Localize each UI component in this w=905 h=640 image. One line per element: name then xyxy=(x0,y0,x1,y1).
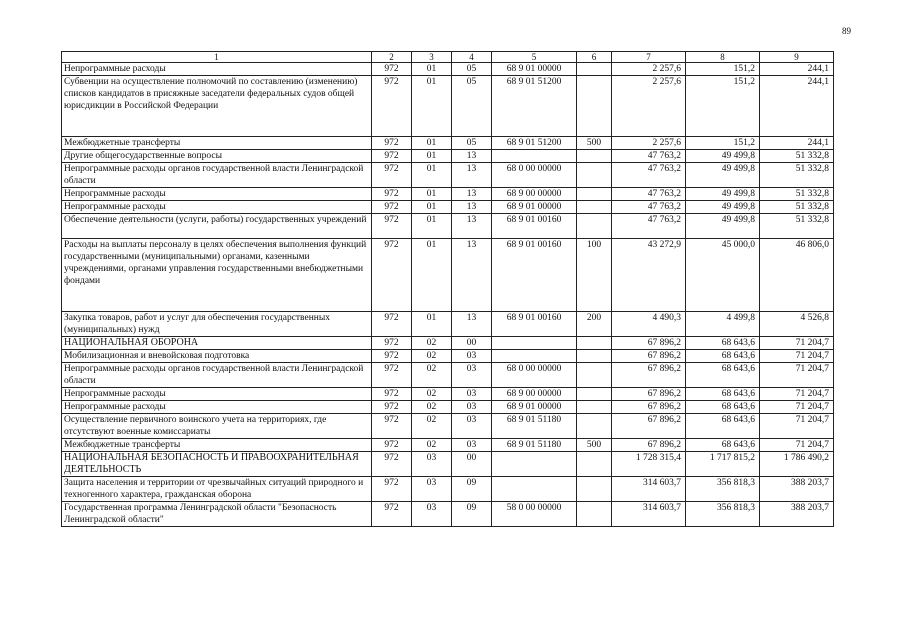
row-value-cell xyxy=(577,76,612,137)
row-name-cell: Мобилизационная и вневойсковая подготовка xyxy=(62,350,372,363)
row-value-cell: 972 xyxy=(372,137,412,150)
row-value-cell: 13 xyxy=(452,188,492,201)
row-value-cell: 01 xyxy=(412,201,452,214)
row-value-cell: 68 0 00 00000 xyxy=(492,363,577,388)
row-value-cell: 51 332,8 xyxy=(760,201,834,214)
row-value-cell: 05 xyxy=(452,76,492,137)
row-value-cell: 03 xyxy=(412,477,452,502)
row-value-cell: 49 499,8 xyxy=(686,188,760,201)
row-value-cell: 43 272,9 xyxy=(612,239,686,312)
row-value-cell: 67 896,2 xyxy=(612,388,686,401)
row-name-cell: Межбюджетные трансферты xyxy=(62,439,372,452)
header-cell: 2 xyxy=(372,52,412,63)
row-value-cell: 67 896,2 xyxy=(612,337,686,350)
row-value-cell: 314 603,7 xyxy=(612,477,686,502)
row-value-cell: 67 896,2 xyxy=(612,414,686,439)
row-value-cell: 01 xyxy=(412,188,452,201)
row-value-cell: 2 257,6 xyxy=(612,137,686,150)
row-value-cell: 03 xyxy=(452,363,492,388)
row-value-cell: 2 257,6 xyxy=(612,63,686,76)
header-cell: 6 xyxy=(577,52,612,63)
row-value-cell: 67 896,2 xyxy=(612,401,686,414)
row-value-cell: 02 xyxy=(412,363,452,388)
table-row xyxy=(62,363,834,388)
row-value-cell: 01 xyxy=(412,63,452,76)
row-value-cell xyxy=(577,337,612,350)
row-value-cell: 244,1 xyxy=(760,76,834,137)
row-value-cell: 13 xyxy=(452,239,492,312)
row-value-cell xyxy=(577,414,612,439)
header-cell: 5 xyxy=(492,52,577,63)
row-value-cell: 68 643,6 xyxy=(686,414,760,439)
row-value-cell: 68 9 01 00000 xyxy=(492,401,577,414)
row-value-cell: 68 9 01 00160 xyxy=(492,214,577,239)
row-value-cell: 01 xyxy=(412,76,452,137)
row-value-cell: 972 xyxy=(372,452,412,477)
row-value-cell: 972 xyxy=(372,401,412,414)
row-value-cell: 68 9 01 00000 xyxy=(492,63,577,76)
row-value-cell: 972 xyxy=(372,63,412,76)
row-value-cell xyxy=(577,502,612,527)
row-value-cell: 01 xyxy=(412,239,452,312)
row-value-cell: 2 257,6 xyxy=(612,76,686,137)
row-value-cell xyxy=(577,363,612,388)
row-value-cell: 49 499,8 xyxy=(686,214,760,239)
header-cell: 9 xyxy=(760,52,834,63)
row-value-cell: 01 xyxy=(412,312,452,337)
row-value-cell: 151,2 xyxy=(686,63,760,76)
row-value-cell: 972 xyxy=(372,502,412,527)
row-value-cell: 49 499,8 xyxy=(686,163,760,188)
row-value-cell: 67 896,2 xyxy=(612,350,686,363)
row-name-cell: НАЦИОНАЛЬНАЯ ОБОРОНА xyxy=(62,337,372,350)
row-value-cell xyxy=(577,388,612,401)
row-value-cell: 972 xyxy=(372,150,412,163)
table-row xyxy=(62,239,834,312)
table-row xyxy=(62,63,834,76)
row-value-cell: 500 xyxy=(577,137,612,150)
row-value-cell: 71 204,7 xyxy=(760,439,834,452)
table-row xyxy=(62,414,834,439)
row-value-cell: 71 204,7 xyxy=(760,401,834,414)
row-value-cell: 00 xyxy=(452,337,492,350)
row-value-cell: 68 643,6 xyxy=(686,401,760,414)
row-value-cell: 4 499,8 xyxy=(686,312,760,337)
header-row xyxy=(62,52,834,63)
row-value-cell: 51 332,8 xyxy=(760,214,834,239)
table-row xyxy=(62,214,834,239)
row-value-cell: 13 xyxy=(452,214,492,239)
row-value-cell: 68 9 01 51180 xyxy=(492,414,577,439)
row-value-cell xyxy=(577,350,612,363)
row-value-cell: 03 xyxy=(452,414,492,439)
row-value-cell: 03 xyxy=(412,452,452,477)
page-number: 89 xyxy=(842,26,851,36)
row-value-cell: 972 xyxy=(372,414,412,439)
row-value-cell xyxy=(492,150,577,163)
row-value-cell xyxy=(577,63,612,76)
row-value-cell: 972 xyxy=(372,350,412,363)
row-name-cell: Обеспечение деятельности (услуги, работы) государственных учреждений xyxy=(62,214,372,239)
row-value-cell: 200 xyxy=(577,312,612,337)
row-value-cell: 972 xyxy=(372,163,412,188)
table-row xyxy=(62,150,834,163)
table-row xyxy=(62,163,834,188)
row-value-cell: 972 xyxy=(372,239,412,312)
row-value-cell: 02 xyxy=(412,388,452,401)
row-value-cell: 71 204,7 xyxy=(760,388,834,401)
row-value-cell: 02 xyxy=(412,350,452,363)
row-value-cell: 01 xyxy=(412,150,452,163)
row-value-cell: 46 806,0 xyxy=(760,239,834,312)
row-value-cell xyxy=(492,350,577,363)
row-value-cell: 68 9 01 00160 xyxy=(492,312,577,337)
row-value-cell xyxy=(492,477,577,502)
row-name-cell: Непрограммные расходы органов государственной власти Ленинградской области xyxy=(62,163,372,188)
row-name-cell: Непрограммные расходы xyxy=(62,63,372,76)
table-row xyxy=(62,188,834,201)
table-row xyxy=(62,137,834,150)
row-value-cell: 67 896,2 xyxy=(612,363,686,388)
row-value-cell: 09 xyxy=(452,477,492,502)
row-value-cell: 972 xyxy=(372,214,412,239)
row-name-cell: Непрограммные расходы xyxy=(62,188,372,201)
budget-table xyxy=(61,51,834,527)
row-value-cell: 388 203,7 xyxy=(760,502,834,527)
row-value-cell: 972 xyxy=(372,477,412,502)
row-value-cell: 68 643,6 xyxy=(686,350,760,363)
row-value-cell: 71 204,7 xyxy=(760,363,834,388)
row-value-cell: 51 332,8 xyxy=(760,150,834,163)
table-row xyxy=(62,201,834,214)
row-value-cell: 972 xyxy=(372,337,412,350)
row-value-cell: 68 9 01 51180 xyxy=(492,439,577,452)
row-value-cell: 68 9 00 00000 xyxy=(492,188,577,201)
row-value-cell xyxy=(577,452,612,477)
table-row xyxy=(62,452,834,477)
row-value-cell: 356 818,3 xyxy=(686,502,760,527)
table-row xyxy=(62,477,834,502)
row-value-cell: 1 717 815,2 xyxy=(686,452,760,477)
row-value-cell: 03 xyxy=(452,388,492,401)
row-value-cell: 68 643,6 xyxy=(686,388,760,401)
row-value-cell: 151,2 xyxy=(686,137,760,150)
row-value-cell xyxy=(577,163,612,188)
row-value-cell: 01 xyxy=(412,214,452,239)
row-value-cell: 03 xyxy=(452,401,492,414)
row-value-cell: 71 204,7 xyxy=(760,337,834,350)
row-value-cell: 1 728 315,4 xyxy=(612,452,686,477)
row-value-cell: 68 643,6 xyxy=(686,363,760,388)
row-value-cell: 1 786 490,2 xyxy=(760,452,834,477)
row-value-cell: 47 763,2 xyxy=(612,201,686,214)
row-value-cell: 58 0 00 00000 xyxy=(492,502,577,527)
table-row xyxy=(62,502,834,527)
row-name-cell: Защита населения и территории от чрезвычайных ситуаций природного и техногенного характера, гражданская оборона xyxy=(62,477,372,502)
row-value-cell: 972 xyxy=(372,201,412,214)
row-value-cell: 244,1 xyxy=(760,137,834,150)
row-value-cell: 71 204,7 xyxy=(760,414,834,439)
row-value-cell: 01 xyxy=(412,137,452,150)
row-name-cell: Непрограммные расходы xyxy=(62,401,372,414)
row-value-cell: 03 xyxy=(452,350,492,363)
row-value-cell: 68 9 01 51200 xyxy=(492,76,577,137)
row-name-cell: Государственная программа Ленинградской области "Безопасность Ленинградской области" xyxy=(62,502,372,527)
row-value-cell xyxy=(577,401,612,414)
row-value-cell: 972 xyxy=(372,439,412,452)
row-name-cell: Закупка товаров, работ и услуг для обеспечения государственных (муниципальных) нужд xyxy=(62,312,372,337)
table-row xyxy=(62,350,834,363)
row-value-cell: 68 9 01 51200 xyxy=(492,137,577,150)
row-value-cell: 388 203,7 xyxy=(760,477,834,502)
row-value-cell xyxy=(577,188,612,201)
table-row xyxy=(62,337,834,350)
row-value-cell: 4 490,3 xyxy=(612,312,686,337)
table-row xyxy=(62,312,834,337)
header-cell: 1 xyxy=(62,52,372,63)
row-value-cell: 03 xyxy=(452,439,492,452)
row-value-cell: 13 xyxy=(452,163,492,188)
row-value-cell: 972 xyxy=(372,388,412,401)
table-row xyxy=(62,388,834,401)
row-value-cell: 02 xyxy=(412,414,452,439)
row-name-cell: Непрограммные расходы xyxy=(62,201,372,214)
row-value-cell: 51 332,8 xyxy=(760,163,834,188)
row-value-cell: 68 9 00 00000 xyxy=(492,388,577,401)
row-value-cell: 100 xyxy=(577,239,612,312)
table-row xyxy=(62,401,834,414)
row-value-cell xyxy=(492,337,577,350)
row-value-cell: 45 000,0 xyxy=(686,239,760,312)
row-value-cell: 05 xyxy=(452,137,492,150)
row-value-cell: 03 xyxy=(412,502,452,527)
row-name-cell: Межбюджетные трансферты xyxy=(62,137,372,150)
row-value-cell: 972 xyxy=(372,312,412,337)
row-name-cell: Осуществление первичного воинского учета на территориях, где отсутствуют военные комиссариаты xyxy=(62,414,372,439)
row-value-cell: 13 xyxy=(452,201,492,214)
row-value-cell: 500 xyxy=(577,439,612,452)
row-value-cell: 49 499,8 xyxy=(686,150,760,163)
row-value-cell: 972 xyxy=(372,363,412,388)
header-cell: 4 xyxy=(452,52,492,63)
row-name-cell: Расходы на выплаты персоналу в целях обеспечения выполнения функций государственными (муниципальными) органами, казенными учреждениями, органами управления государственными внебюджетными фондами xyxy=(62,239,372,312)
row-value-cell: 47 763,2 xyxy=(612,163,686,188)
row-name-cell: Субвенции на осуществление полномочий по составлению (изменению) списков кандидатов в присяжные заседатели федеральных судов общей юрисдикции в Российской Федерации xyxy=(62,76,372,137)
row-value-cell: 244,1 xyxy=(760,63,834,76)
row-value-cell: 68 643,6 xyxy=(686,337,760,350)
row-value-cell: 13 xyxy=(452,312,492,337)
row-value-cell: 00 xyxy=(452,452,492,477)
header-cell: 7 xyxy=(612,52,686,63)
row-name-cell: НАЦИОНАЛЬНАЯ БЕЗОПАСНОСТЬ И ПРАВООХРАНИТЕЛЬНАЯ ДЕЯТЕЛЬНОСТЬ xyxy=(62,452,372,477)
row-name-cell: Непрограммные расходы органов государственной власти Ленинградской области xyxy=(62,363,372,388)
row-value-cell xyxy=(577,477,612,502)
row-value-cell xyxy=(577,214,612,239)
row-value-cell: 4 526,8 xyxy=(760,312,834,337)
row-value-cell: 68 0 00 00000 xyxy=(492,163,577,188)
row-value-cell: 972 xyxy=(372,76,412,137)
table-row xyxy=(62,76,834,137)
row-value-cell: 05 xyxy=(452,63,492,76)
row-value-cell: 49 499,8 xyxy=(686,201,760,214)
row-value-cell xyxy=(577,150,612,163)
row-value-cell: 02 xyxy=(412,401,452,414)
row-value-cell: 356 818,3 xyxy=(686,477,760,502)
row-value-cell: 02 xyxy=(412,337,452,350)
row-value-cell: 68 9 01 00000 xyxy=(492,201,577,214)
table-row xyxy=(62,439,834,452)
row-value-cell: 68 643,6 xyxy=(686,439,760,452)
row-value-cell: 09 xyxy=(452,502,492,527)
row-value-cell: 51 332,8 xyxy=(760,188,834,201)
row-value-cell: 47 763,2 xyxy=(612,150,686,163)
row-value-cell: 71 204,7 xyxy=(760,350,834,363)
row-value-cell: 47 763,2 xyxy=(612,214,686,239)
row-value-cell: 13 xyxy=(452,150,492,163)
row-value-cell: 02 xyxy=(412,439,452,452)
row-value-cell: 314 603,7 xyxy=(612,502,686,527)
row-name-cell: Другие общегосударственные вопросы xyxy=(62,150,372,163)
header-cell: 8 xyxy=(686,52,760,63)
row-name-cell: Непрограммные расходы xyxy=(62,388,372,401)
row-value-cell: 972 xyxy=(372,188,412,201)
row-value-cell xyxy=(577,201,612,214)
row-value-cell: 68 9 01 00160 xyxy=(492,239,577,312)
row-value-cell: 67 896,2 xyxy=(612,439,686,452)
row-value-cell: 01 xyxy=(412,163,452,188)
header-cell: 3 xyxy=(412,52,452,63)
row-value-cell: 47 763,2 xyxy=(612,188,686,201)
row-value-cell: 151,2 xyxy=(686,76,760,137)
row-value-cell xyxy=(492,452,577,477)
